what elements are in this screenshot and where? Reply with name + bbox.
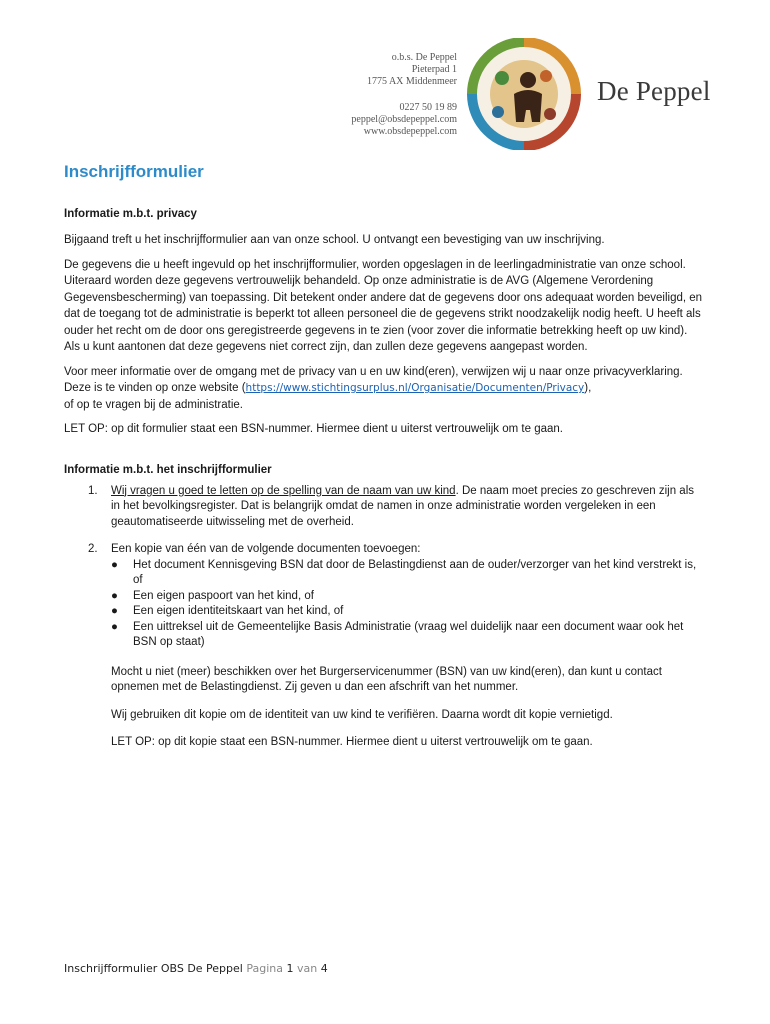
- privacy-paragraph-1: Bijgaand treft u het inschrijfformulier aan van onze school. U ontvangt een bevestiging van uw inschrijving.: [64, 234, 605, 246]
- list-item: [64, 542, 704, 751]
- privacy-warning: LET OP: op dit formulier staat een BSN-nummer. Hiermee dient u uiterst vertrouwelijk om te gaan.: [64, 423, 563, 435]
- list-item: [64, 484, 704, 531]
- bullet-icon: ●: [111, 589, 118, 602]
- bullet-icon: ●: [111, 558, 118, 571]
- form-info-heading: Informatie m.b.t. het inschrijfformulier: [64, 463, 272, 476]
- main-content: [64, 208, 704, 761]
- page-footer: [64, 962, 328, 975]
- school-phone: 0227 50 19 89: [399, 102, 457, 113]
- brand-name: De Peppel: [597, 76, 711, 106]
- bullet-icon: ●: [111, 605, 118, 617]
- school-address-block: [300, 52, 457, 138]
- copy-usage-paragraph: Wij gebruiken dit kopie om de identiteit van uw kind te verifiëren. Daarna wordt dit kopie vernietigd.: [111, 708, 613, 721]
- bullet-icon: ●: [111, 620, 118, 633]
- privacy-paragraph-3-end: of op te vragen bij de administratie.: [64, 398, 243, 411]
- document-option: [111, 589, 704, 605]
- list-number: 1.: [88, 484, 98, 497]
- footer-doc-name: Inschrijfformulier OBS De Peppel: [64, 962, 243, 975]
- form-info-list: [64, 484, 704, 751]
- privacy-link[interactable]: https://www.stichtingsurplus.nl/Organisatie/Documenten/Privacy: [245, 382, 585, 394]
- form-info-section: [64, 464, 704, 751]
- footer-of-word: van: [297, 962, 318, 975]
- footer-page-total: 4: [320, 962, 328, 975]
- page-title: Inschrijfformulier: [64, 162, 204, 181]
- privacy-paragraph-2: De gegevens die u heeft ingevuld op het inschrijfformulier, worden opgeslagen in de leerlingadministratie van onze school. Uiteraard worden deze gegevens vertrouwelijk behandeld. Op onze administratie is de AVG (Algemene Verordening Gegevensbescherming) van toepassing. Dit betekent onder andere dat de gegevens door ons adequaat worden beveiligd, en dat de toegang tot de administratie is beperkt tot alleen personeel die de gegevens strikt noodzakelijk nodig heeft. U heeft als ouder het recht om de door ons geregistreerde gegevens in te zien (voor zover die informatie betrekking heeft op uw kind). Als u kunt aantonen dat deze gegevens niet correct zijn, dan zullen deze gegevens aangepast worden.: [64, 258, 703, 353]
- list-number: 2.: [88, 543, 98, 555]
- document-option-text: Een eigen identiteitskaart van het kind, of: [133, 605, 344, 617]
- spelling-notice-rest: . De naam moet precies zo geschreven zijn als in het bevolkingsregister. Dat is belangrijk omdat de namen in onze administratie worden vergeleken in een geautomatiseerde uitwisseling met de overheid.: [111, 484, 695, 528]
- school-website: www.obsdepeppel.com: [363, 126, 457, 137]
- privacy-link-suffix: ),: [584, 382, 592, 394]
- document-option: [111, 558, 704, 589]
- privacy-link-prefix: Deze is te vinden op onze website (: [64, 382, 246, 394]
- bsn-contact-paragraph: Mocht u niet (meer) beschikken over het Burgerservicenummer (BSN) van uw kind(eren), dan kunt u contact opnemen met de Belastingdienst. Zij geven u dan een afschrift van het nummer.: [111, 665, 662, 693]
- privacy-paragraph-3-text: Voor meer informatie over de omgang met de privacy van u en uw kind(eren), verwijzen wij u naar onze privacyverklaring.: [64, 365, 683, 378]
- privacy-paragraph-3: [64, 364, 704, 414]
- footer-page-word: Pagina: [246, 962, 283, 975]
- de-peppel-logo-icon: [462, 38, 592, 150]
- school-email: peppel@obsdepeppel.com: [351, 114, 457, 125]
- copy-warning-paragraph: LET OP: op dit kopie staat een BSN-nummer. Hiermee dient u uiterst vertrouwelijk om te gaan.: [111, 736, 593, 748]
- footer-page-number: 1: [286, 962, 294, 975]
- school-street: Pieterpad 1: [411, 64, 457, 75]
- document-option: [111, 604, 704, 620]
- school-name: o.b.s. De Peppel: [391, 52, 457, 63]
- spelling-notice: Wij vragen u goed te letten op de spelling van de naam van uw kind: [111, 484, 456, 497]
- document-option-text: Een uittreksel uit de Gemeentelijke Basis Administratie (vraag wel duidelijk naar een document waar ook het BSN op staat): [133, 620, 684, 648]
- document-option: [111, 620, 704, 651]
- document-option-text: Een eigen paspoort van het kind, of: [133, 589, 314, 602]
- document-option-text: Het document Kennisgeving BSN dat door de Belastingdienst aan de ouder/verzorger van het kind verstrekt is, of: [133, 558, 697, 586]
- school-city: 1775 AX Middenmeer: [367, 76, 457, 87]
- documents-list: [111, 558, 704, 651]
- documents-intro: Een kopie van één van de volgende documenten toevoegen:: [111, 543, 421, 555]
- privacy-heading: Informatie m.b.t. privacy: [64, 208, 197, 220]
